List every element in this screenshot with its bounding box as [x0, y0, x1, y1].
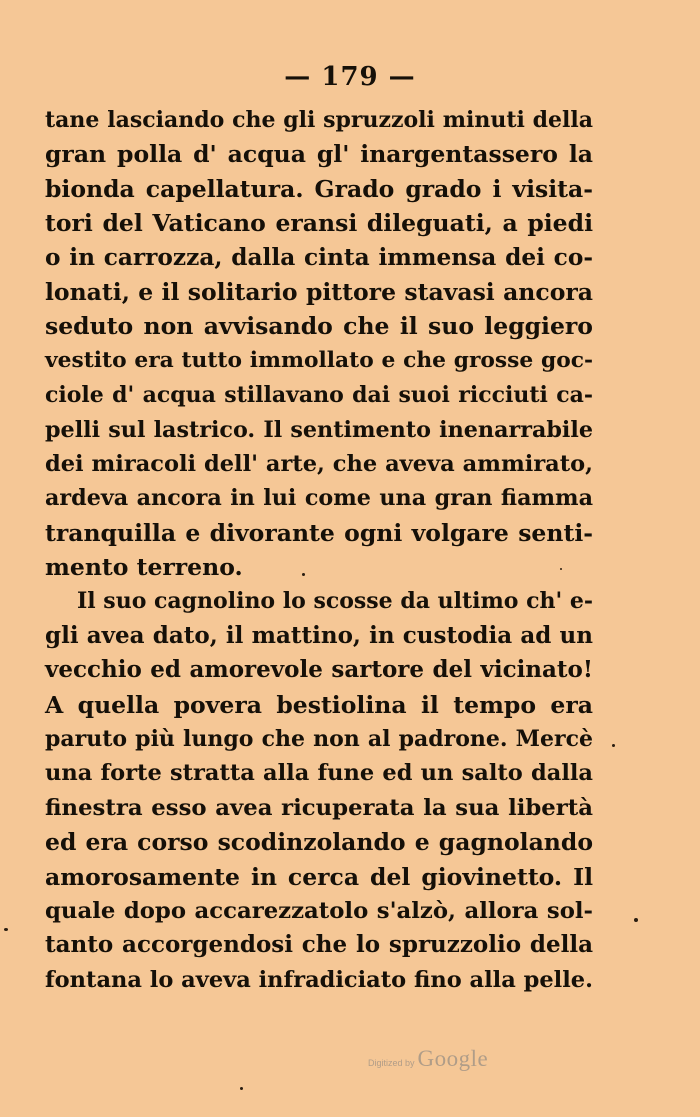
text-line: tori del Vaticano eransi dileguati, a piedi	[45, 209, 593, 238]
text-line: Il suo cagnolino lo scosse da ultimo ch' e-	[77, 588, 594, 615]
text-line: A quella povera bestiolina il tempo era	[45, 690, 593, 719]
scan-speck	[634, 918, 638, 922]
scan-speck	[4, 928, 8, 931]
text-line: o in carrozza, dalla cinta immensa dei co-	[45, 243, 593, 271]
text-line: lonati, e il solitario pittore stavasi ancora	[45, 277, 593, 306]
text-line: ardeva ancora in lui come una gran fiamma	[45, 485, 593, 512]
scan-speck	[240, 1087, 243, 1090]
google-logo: Google	[417, 1046, 489, 1071]
text-line: dei miracoli dell' arte, che aveva ammirato,	[45, 450, 593, 477]
text-line: seduto non avvisando che il suo leggiero	[45, 312, 593, 341]
text-line: vecchio ed amorevole sartore del vicinato!	[45, 656, 593, 684]
text-line: gran polla d' acqua gl' inargentassero la	[45, 140, 593, 169]
text-line: bionda capellatura. Grado grado i visita-	[45, 174, 593, 203]
text-line: amorosamente in cerca del giovinetto. Il	[45, 862, 593, 891]
digitized-watermark	[368, 1046, 488, 1072]
body-text	[45, 103, 593, 997]
text-line: pelli sul lastrico. Il sentimento inenarrabile	[45, 416, 593, 443]
scan-speck	[560, 568, 562, 570]
text-line: vestito era tutto immollato e che grosse goc-	[45, 347, 593, 373]
text-line: mento terreno.	[45, 553, 243, 582]
text-line: tranquilla e divorante ogni volgare senti-	[45, 518, 593, 547]
text-line: una forte stratta alla fune ed un salto dalla	[45, 760, 593, 787]
text-line: gli avea dato, il mattino, in custodia ad un	[45, 621, 593, 649]
text-line: fontana lo aveva infradiciato fino alla pelle.	[45, 966, 593, 993]
text-line: finestra esso avea ricuperata la sua libertà	[45, 794, 593, 821]
page-number: — 179 —	[284, 62, 416, 92]
scan-speck	[302, 573, 305, 576]
text-line: ed era corso scodinzolando e gagnolando	[45, 828, 593, 857]
text-line: paruto più lungo che non al padrone. Mercè	[45, 726, 593, 753]
text-line: tane lasciando che gli spruzzoli minuti della	[45, 107, 593, 133]
text-line: tanto accorgendosi che lo spruzzolio della	[45, 931, 593, 959]
text-line: quale dopo accarezzatolo s'alzò, allora sol-	[45, 897, 593, 924]
scan-speck	[612, 744, 615, 747]
watermark-prefix: Digitized by	[368, 1058, 415, 1068]
text-line: ciole d' acqua stillavano dai suoi ricciuti ca-	[45, 382, 593, 409]
